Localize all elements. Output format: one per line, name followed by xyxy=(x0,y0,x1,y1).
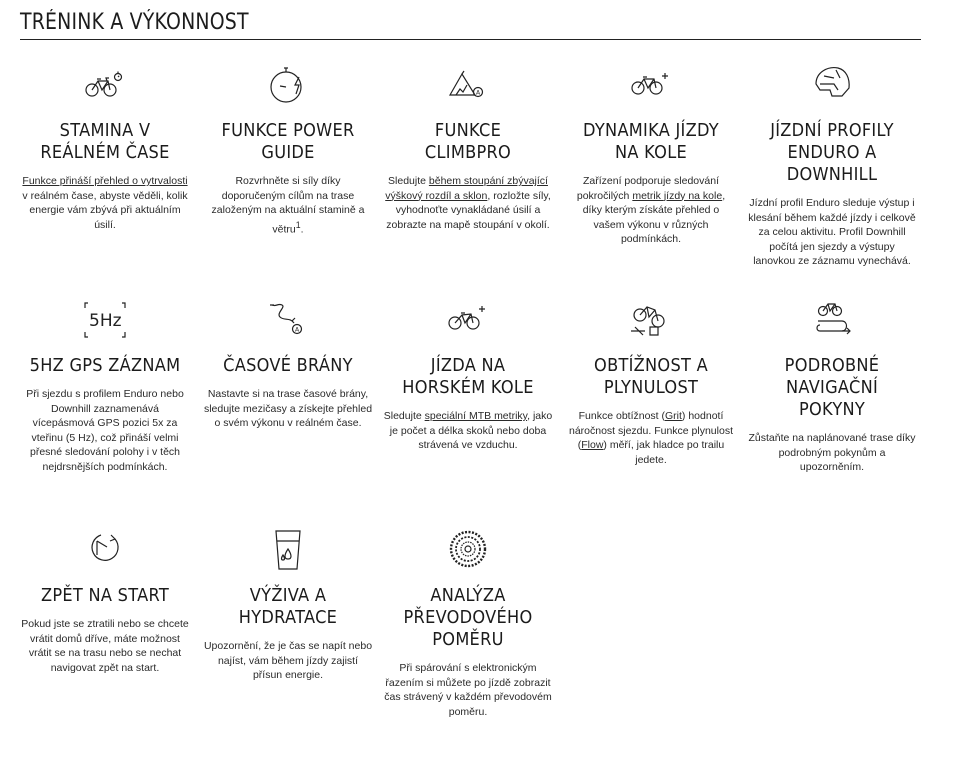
feature-back-to-start xyxy=(20,527,190,675)
feature-link[interactable]: Funkce přináší přehled o vytrvalosti xyxy=(22,175,188,187)
feature-title: FUNKCE POWER GUIDE xyxy=(221,120,355,163)
feature-description: Rozvrhněte si síly díky doporučeným cílům na trase založeným na aktuální stamině a větru$^1$. xyxy=(211,175,365,235)
feature-description: Jízdní profil Enduro sleduje výstup i klesání během každé jízdy i celkově za celou aktivitu. Profil Downhill počítá jen sjezdy a výstupy lanovkou ze záznamu vynechává. xyxy=(748,197,916,267)
feature-title: FUNKCE CLIMBPRO xyxy=(424,120,512,163)
feature-description: Sledujte speciální MTB metriky, jako je počet a délka skoků nebo doba strávená ve vzduchu. xyxy=(383,410,553,451)
section-header xyxy=(20,8,921,40)
bike-stopwatch-icon xyxy=(79,62,131,108)
feature-navigation xyxy=(747,297,917,475)
feature-cycling-dynamics xyxy=(566,62,736,247)
feature-description: Zařízení podporuje sledování pokročilých metrik jízdy na kole, díky kterým získáte přehled o vašem výkonu v různých podmínkách. xyxy=(576,175,726,245)
bike-route-arrow-icon xyxy=(806,297,858,343)
feature-title: VÝŽIVA A HYDRATACE xyxy=(238,585,338,628)
feature-time-gates xyxy=(203,297,373,431)
feature-description: Pokud jste se ztratili nebo se chcete vrátit domů dříve, máte možnost vrátit se na trasu nebo se nechat navigovat zpět na start. xyxy=(21,618,189,674)
feature-link[interactable]: speciální MTB metriky xyxy=(424,410,528,422)
feature-ride-profiles xyxy=(747,62,917,269)
water-glass-icon xyxy=(262,527,314,573)
mtb-plus-icon xyxy=(442,297,494,343)
gear-cassette-icon xyxy=(442,527,494,573)
feature-title: PODROBNÉ NAVIGAČNÍ POKYNY xyxy=(784,355,880,420)
feature-link[interactable]: během stoupání zbývající výškový rozdíl a sklon xyxy=(385,175,548,202)
feature-description: Upozornění, že je čas se napít nebo najíst, vám během jízdy zajistí přísun energie. xyxy=(203,640,373,681)
feature-description: Nastavte si na trase časové brány, sledujte mezičasy a získejte přehled o svém výkonu v reálném čase. xyxy=(203,388,373,429)
feature-link[interactable]: Flow xyxy=(581,439,604,451)
feature-title: 5HZ GPS ZÁZNAM xyxy=(29,355,181,376)
feature-stamina xyxy=(20,62,190,232)
feature-link[interactable]: metrik jízdy na kole xyxy=(632,189,723,202)
bike-flow-icon xyxy=(625,297,677,343)
feature-title: ZPĚT NA START xyxy=(41,585,169,606)
helmet-icon xyxy=(806,62,858,108)
feature-5hz-gps xyxy=(20,297,190,474)
bike-plus-icon xyxy=(625,62,677,108)
feature-title: DYNAMIKA JÍZDY NA KOLE xyxy=(583,120,719,163)
svg-text:A: A xyxy=(476,89,481,97)
feature-description: Sledujte během stoupání zbývající výškový rozdíl a sklon, rozložte síly, vyhodnoťte vynakládané úsilí a zobrazte na mapě stoupání v okolí. xyxy=(385,175,551,231)
feature-description: Funkce obtížnost (Grit) hodnotí náročnost sjezdu. Funkce plynulost (Flow) měří, jak hladce po trailu jedete. xyxy=(568,410,733,466)
feature-title: JÍZDNÍ PROFILY ENDURO A DOWNHILL xyxy=(770,120,894,185)
feature-climbpro xyxy=(383,62,553,232)
feature-title: ANALÝZA PŘEVODOVÉHO POMĚRU xyxy=(403,585,533,650)
stopwatch-lightning-icon xyxy=(262,62,314,108)
feature-title: JÍZDA NA HORSKÉM KOLE xyxy=(402,355,534,398)
svg-text:5Hz: 5Hz xyxy=(89,311,122,331)
gps-5hz-icon xyxy=(79,297,131,343)
feature-description: Při sjezdu s profilem Enduro nebo Downhill zaznamenává vícepásmová GPS pozici 5x za vteřinu (5 Hz), což přináší velmi přesné sledování polohy i v těch nejdrsnějších podmínkách. xyxy=(26,388,184,473)
svg-text:A: A xyxy=(295,326,300,334)
page-title: TRÉNINK A VÝKONNOST xyxy=(20,10,249,35)
feature-link[interactable]: Grit xyxy=(665,410,682,422)
feature-grit-flow xyxy=(566,297,736,467)
feature-description: Při spárování s elektronickým řazením si můžete po jízdě zobrazit čas strávený v každém převodovém poměru. xyxy=(384,662,552,718)
route-gates-icon xyxy=(262,297,314,343)
feature-title: ČASOVÉ BRÁNY xyxy=(223,355,353,376)
back-to-start-icon xyxy=(79,527,131,573)
climb-mountain-icon xyxy=(442,62,494,108)
feature-gear-analysis xyxy=(383,527,553,719)
feature-description: Zůstaňte na naplánované trase díky podrobným pokynům a upozorněním. xyxy=(748,432,916,473)
feature-description: Funkce přináší přehled o vytrvalosti v reálném čase, abyste věděli, kolik energie vám zbývá při aktuálním úsilí. xyxy=(22,175,188,231)
feature-power-guide xyxy=(203,62,373,237)
feature-nutrition xyxy=(203,527,373,683)
feature-mtb xyxy=(383,297,553,453)
feature-title: OBTÍŽNOST A PLYNULOST xyxy=(594,355,708,398)
feature-title: STAMINA V REÁLNÉM ČASE xyxy=(40,120,170,163)
